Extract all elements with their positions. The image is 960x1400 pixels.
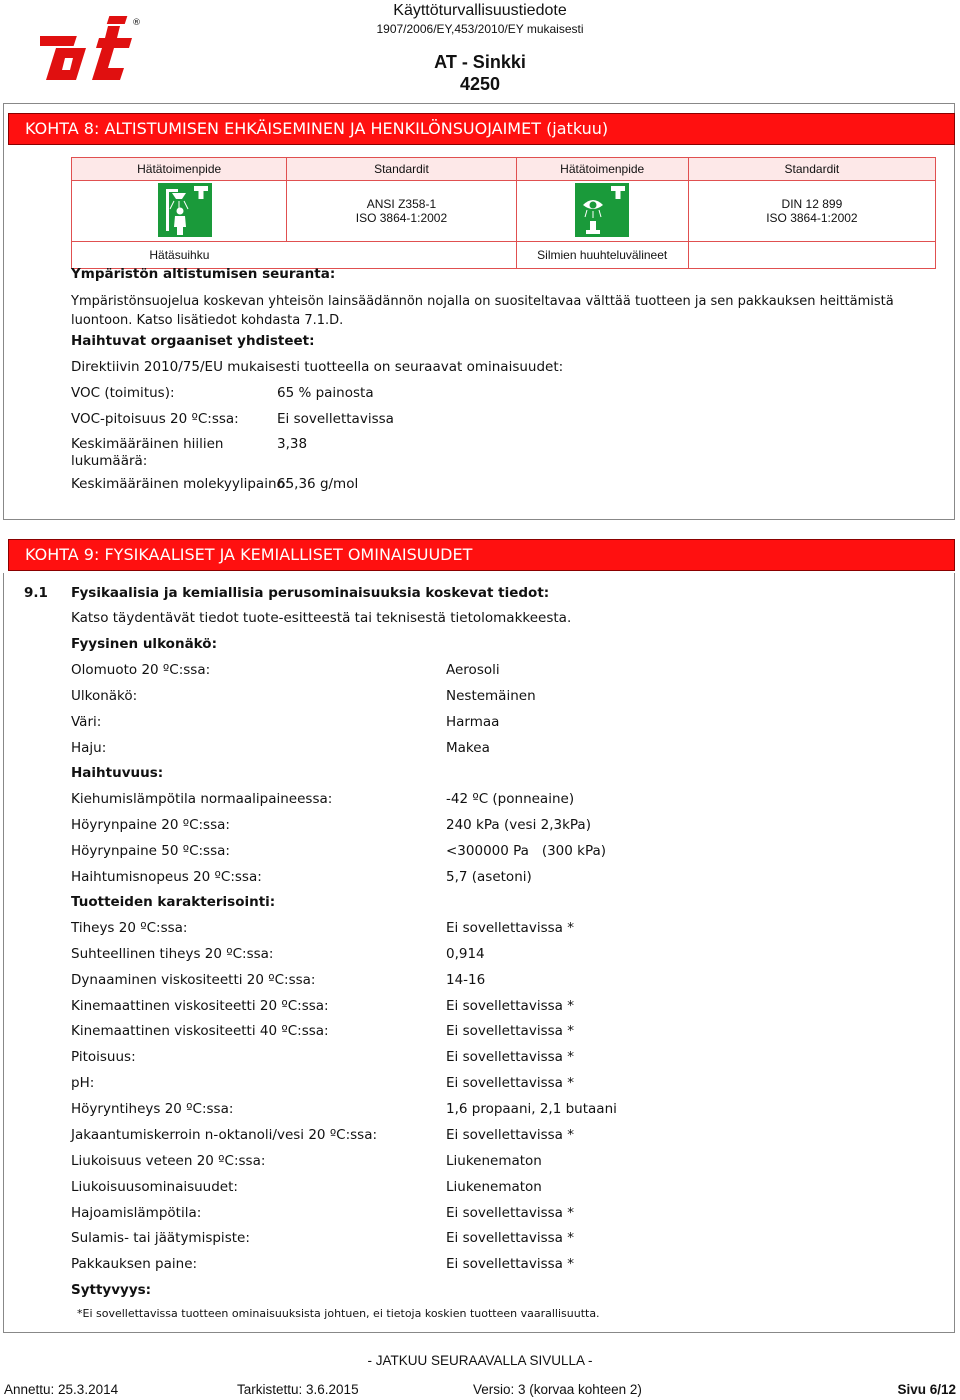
group-heading: Syttyvyys:: [71, 1282, 152, 1298]
shower-standards-cell: [287, 181, 516, 242]
eyewash-cell: [516, 181, 688, 242]
voc-intro: Direktiivin 2010/75/EU mukaisesti tuotteella on seuraavat ominaisuudet:: [71, 359, 564, 375]
reviewed-date: Tarkistettu: 3.6.2015: [237, 1382, 359, 1397]
property-label: Olomuoto 20 ºC:ssa:: [71, 662, 211, 678]
property-value: Ei sovellettavissa *: [446, 1205, 574, 1221]
emergency-shower-cell: [72, 181, 287, 242]
voc-value: Ei sovellettavissa: [277, 411, 394, 427]
property-label: Sulamis- tai jäätymispiste:: [71, 1230, 250, 1246]
shower-standard-2: ISO 3864-1:2002: [355, 211, 448, 225]
property-label: Väri:: [71, 714, 102, 730]
voc-value: 65,36 g/mol: [277, 476, 359, 492]
group-heading: Fyysinen ulkonäkö:: [71, 636, 217, 652]
property-label: Pitoisuus:: [71, 1049, 136, 1065]
property-value: Ei sovellettavissa *: [446, 1075, 574, 1091]
property-label: Hajoamislämpötila:: [71, 1205, 202, 1221]
property-label: Dynaaminen viskositeetti 20 ºC:ssa:: [71, 972, 316, 988]
continue-notice: - JATKUU SEURAAVALLA SIVULLA -: [367, 1353, 593, 1368]
regulation-reference: 1907/2006/EY,453/2010/EY mukaisesti: [376, 22, 584, 36]
property-label: Höyrynpaine 50 ºC:ssa:: [71, 843, 230, 859]
section-9-title: KOHTA 9: FYSIKAALISET JA KEMIALLISET OMINAISUUDET: [8, 539, 955, 571]
property-value: Ei sovellettavissa *: [446, 998, 574, 1014]
voc-label-cont: lukumäärä:: [71, 453, 148, 469]
property-value: Ei sovellettavissa *: [446, 1256, 574, 1272]
property-value: Liukenematon: [446, 1153, 542, 1169]
property-label: Haihtumisnopeus 20 ºC:ssa:: [71, 869, 262, 885]
property-value: 14-16: [446, 972, 486, 988]
property-label: Liukoisuus veteen 20 ºC:ssa:: [71, 1153, 266, 1169]
subsection-title: Fysikaalisia ja kemiallisia perusominaisuuksia koskevat tiedot:: [71, 585, 550, 601]
eyewash-label: Silmien huuhteluvälineet: [516, 242, 688, 269]
subsection-number: 9.1: [24, 585, 48, 601]
property-value: Harmaa: [446, 714, 500, 730]
ppe-table: [71, 157, 936, 269]
property-value: 5,7 (asetoni): [446, 869, 532, 885]
voc-label: VOC (toimitus):: [71, 385, 175, 401]
property-value: -42 ºC (ponneaine): [446, 791, 575, 807]
page-number: Sivu 6/12: [897, 1382, 956, 1397]
property-label: Tiheys 20 ºC:ssa:: [71, 920, 188, 936]
empty-cell: [287, 242, 516, 269]
section-9-intro: Katso täydentävät tiedot tuote-esitteestä tai teknisestä tietolomakkeesta.: [71, 610, 572, 626]
property-label: Haju:: [71, 740, 107, 756]
voc-label: VOC-pitoisuus 20 ºC:ssa:: [71, 411, 239, 427]
eyewash-standard-2: ISO 3864-1:2002: [766, 211, 858, 225]
product-name: AT - Sinkki: [434, 52, 526, 72]
group-heading: Haihtuvuus:: [71, 765, 164, 781]
property-value: Ei sovellettavissa *: [446, 1023, 574, 1039]
property-label: Pakkauksen paine:: [71, 1256, 198, 1272]
eyewash-icon: [575, 183, 629, 237]
property-label: Jakaantumiskerroin n-oktanoli/vesi 20 ºC:ssa:: [71, 1127, 378, 1143]
property-value: Ei sovellettavissa *: [446, 1127, 574, 1143]
property-value: Aerosoli: [446, 662, 500, 678]
property-label: pH:: [71, 1075, 95, 1091]
property-value: Ei sovellettavissa *: [446, 920, 574, 936]
group-heading: Tuotteiden karakterisointi:: [71, 894, 276, 910]
env-monitoring-heading: Ympäristön altistumisen seuranta:: [71, 266, 336, 282]
property-label: Höyrynpaine 20 ºC:ssa:: [71, 817, 230, 833]
voc-heading: Haihtuvat orgaaniset yhdisteet:: [71, 333, 315, 349]
eyewash-standards-cell: [688, 181, 935, 242]
property-value: <300000 Pa (300 kPa): [446, 843, 607, 859]
voc-label: Keskimääräinen hiilien: [71, 436, 224, 452]
property-label: Höyryntiheys 20 ºC:ssa:: [71, 1101, 234, 1117]
ppe-header-cell: Hätätoimenpide: [516, 158, 688, 181]
company-logo: [40, 14, 150, 84]
voc-value: 3,38: [277, 436, 308, 452]
voc-label: Keskimääräinen molekyylipaino:: [71, 476, 290, 492]
property-label: Kinemaattinen viskositeetti 20 ºC:ssa:: [71, 998, 329, 1014]
env-monitoring-text-2: luontoon. Katso lisätiedot kohdasta 7.1.D.: [71, 313, 344, 328]
property-value: Liukenematon: [446, 1179, 542, 1195]
issued-date: Annettu: 25.3.2014: [4, 1382, 119, 1397]
section-8-title: KOHTA 8: ALTISTUMISEN EHKÄISEMINEN JA HENKILÖNSUOJAIMET (jatkuu): [8, 113, 955, 145]
property-value: Ei sovellettavissa *: [446, 1049, 574, 1065]
property-label: Kinemaattinen viskositeetti 40 ºC:ssa:: [71, 1023, 329, 1039]
property-label: Liukoisuusominaisuudet:: [71, 1179, 238, 1195]
property-label: Kiehumislämpötila normaalipaineessa:: [71, 791, 333, 807]
registered-mark: ®: [132, 18, 141, 28]
voc-value: 65 % painosta: [277, 385, 374, 401]
shower-standard-1: ANSI Z358-1: [366, 197, 437, 211]
ppe-header-cell: Standardit: [688, 158, 935, 181]
property-label: Ulkonäkö:: [71, 688, 138, 704]
property-value: 240 kPa (vesi 2,3kPa): [446, 817, 591, 833]
empty-cell: [688, 242, 935, 269]
document-type: Käyttöturvallisuustiedote: [393, 2, 567, 19]
footnote: *Ei sovellettavissa tuotteen ominaisuuksista johtuen, ei tietoja koskien tuotteen vaarallisuutta.: [77, 1307, 600, 1320]
emergency-shower-label: Hätäsuihku: [72, 242, 287, 269]
property-value: Ei sovellettavissa *: [446, 1230, 574, 1246]
eyewash-standard-1: DIN 12 899: [781, 197, 843, 211]
version-info: Versio: 3 (korvaa kohteen 2): [473, 1382, 642, 1397]
ppe-header-cell: Hätätoimenpide: [72, 158, 287, 181]
property-value: Makea: [446, 740, 490, 756]
property-label: Suhteellinen tiheys 20 ºC:ssa:: [71, 946, 274, 962]
property-value: 1,6 propaani, 2,1 butaani: [446, 1101, 617, 1117]
property-value: 0,914: [446, 946, 485, 962]
product-code: 4250: [459, 74, 501, 94]
property-value: Nestemäinen: [446, 688, 536, 704]
env-monitoring-text-1: Ympäristönsuojelua koskevan yhteisön lainsäädännön nojalla on suositeltavaa välttää tuotteen ja sen pakkauksen heittämistä: [71, 294, 894, 309]
ppe-header-cell: Standardit: [287, 158, 516, 181]
emergency-shower-icon: [158, 183, 212, 237]
